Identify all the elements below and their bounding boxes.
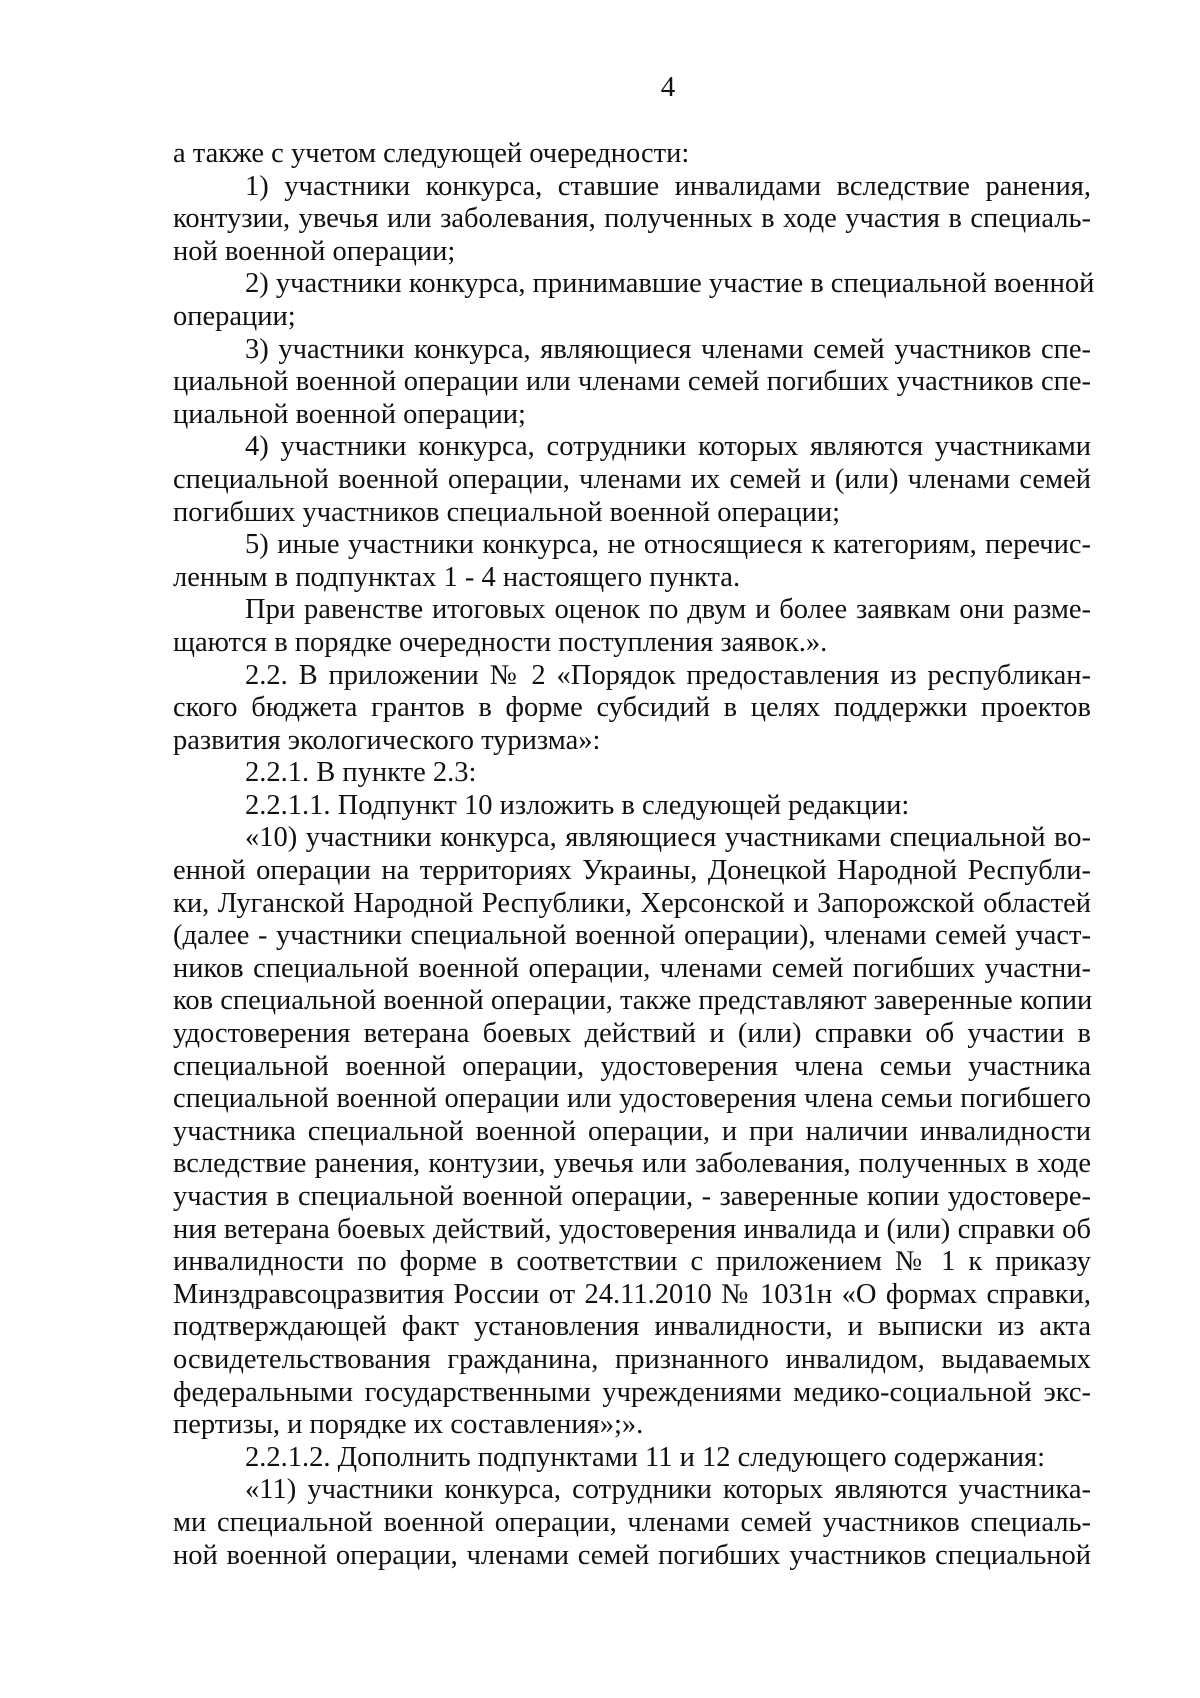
text-line: щаются в порядке очередности поступления заявок.».	[173, 626, 828, 658]
text-line: 2.2. В приложении № 2 «Порядок предоставления из республикан-	[245, 659, 1091, 691]
text-line: (далее - участники специальной военной операции), членами семей участ-	[173, 920, 1091, 952]
text-line: ков специальной военной операции, также представляют заверенные копии	[173, 985, 1093, 1017]
text-line: контузии, увечья или заболевания, полученных в ходе участия в специаль-	[173, 203, 1091, 235]
text-line: «11) участники конкурса, сотрудники которых являются участника-	[245, 1474, 1091, 1506]
text-line: Минздравсоцразвития России от 24.11.2010 № 1031н «О формах справки,	[173, 1278, 1091, 1310]
text-line: специальной военной операции, членами их семей и (или) членами семей	[173, 463, 1091, 495]
text-line: ной военной операции, членами семей погибших участников специальной	[173, 1539, 1091, 1571]
text-line: ния ветерана боевых действий, удостоверения инвалида и (или) справки об	[173, 1213, 1091, 1245]
text-line: 2.2.1.1. Подпункт 10 изложить в следующей редакции:	[245, 789, 910, 821]
text-line: развития экологического туризма»:	[173, 724, 601, 756]
page-number: 4	[660, 71, 676, 103]
text-line: операции;	[173, 300, 296, 332]
text-line: освидетельствования гражданина, признанного инвалидом, выдаваемых	[173, 1343, 1091, 1375]
text-line: циальной военной операции;	[173, 398, 526, 430]
text-line: ной военной операции;	[173, 235, 456, 267]
text-line: специальной военной операции, удостоверения члена семьи участника	[173, 1050, 1091, 1082]
text-line: специальной военной операции или удостоверения члена семьи погибшего	[173, 1083, 1091, 1115]
text-line: 3) участники конкурса, являющиеся членами семей участников спе-	[245, 333, 1091, 365]
text-line: погибших участников специальной военной операции;	[173, 496, 841, 528]
document-body	[173, 138, 1095, 1572]
text-line: 1) участники конкурса, ставшие инвалидами вследствие ранения,	[245, 170, 1091, 202]
text-line: ников специальной военной операции, членами семей погибших участни-	[173, 952, 1091, 984]
text-line: «10) участники конкурса, являющиеся участниками специальной во-	[245, 822, 1091, 854]
text-line: подтверждающей факт установления инвалидности, и выписки из акта	[173, 1311, 1091, 1343]
text-line: 2.2.1.2. Дополнить подпунктами 11 и 12 следующего содержания:	[245, 1441, 1046, 1473]
text-line: вследствие ранения, контузии, увечья или заболевания, полученных в ходе	[173, 1148, 1091, 1180]
text-line: инвалидности по форме в соответствии с приложением № 1 к приказу	[173, 1246, 1091, 1278]
text-line: пертизы, и порядке их составления»;».	[173, 1409, 644, 1441]
text-line: 2.2.1. В пункте 2.3:	[245, 757, 477, 789]
text-line: 4) участники конкурса, сотрудники которых являются участниками	[245, 431, 1091, 463]
text-line: участника специальной военной операции, и при наличии инвалидности	[173, 1115, 1091, 1147]
text-line: ленным в подпунктах 1 - 4 настоящего пункта.	[173, 561, 741, 593]
text-line: удостоверения ветерана боевых действий и (или) справки об участии в	[173, 1018, 1091, 1050]
text-line: ми специальной военной операции, членами семей участников специаль-	[173, 1506, 1091, 1538]
text-line: а также с учетом следующей очередности:	[173, 138, 690, 169]
text-line: енной операции на территориях Украины, Донецкой Народной Республи-	[173, 855, 1091, 887]
text-line: федеральными государственными учреждениями медико-социальной экс-	[173, 1376, 1091, 1408]
text-line: ки, Луганской Народной Республики, Херсонской и Запорожской областей	[173, 887, 1091, 919]
text-line: циальной военной операции или членами семей погибших участников спе-	[173, 366, 1091, 398]
text-line: ского бюджета грантов в форме субсидий в целях поддержки проектов	[173, 692, 1091, 724]
text-line: При равенстве итоговых оценок по двум и более заявкам они разме-	[245, 594, 1091, 626]
text-line: участия в специальной военной операции, - заверенные копии удостовере-	[173, 1181, 1091, 1212]
text-line: 2) участники конкурса, принимавшие участие в специальной военной	[245, 268, 1095, 300]
text-line: 5) иные участники конкурса, не относящиеся к категориям, перечис-	[245, 529, 1091, 561]
